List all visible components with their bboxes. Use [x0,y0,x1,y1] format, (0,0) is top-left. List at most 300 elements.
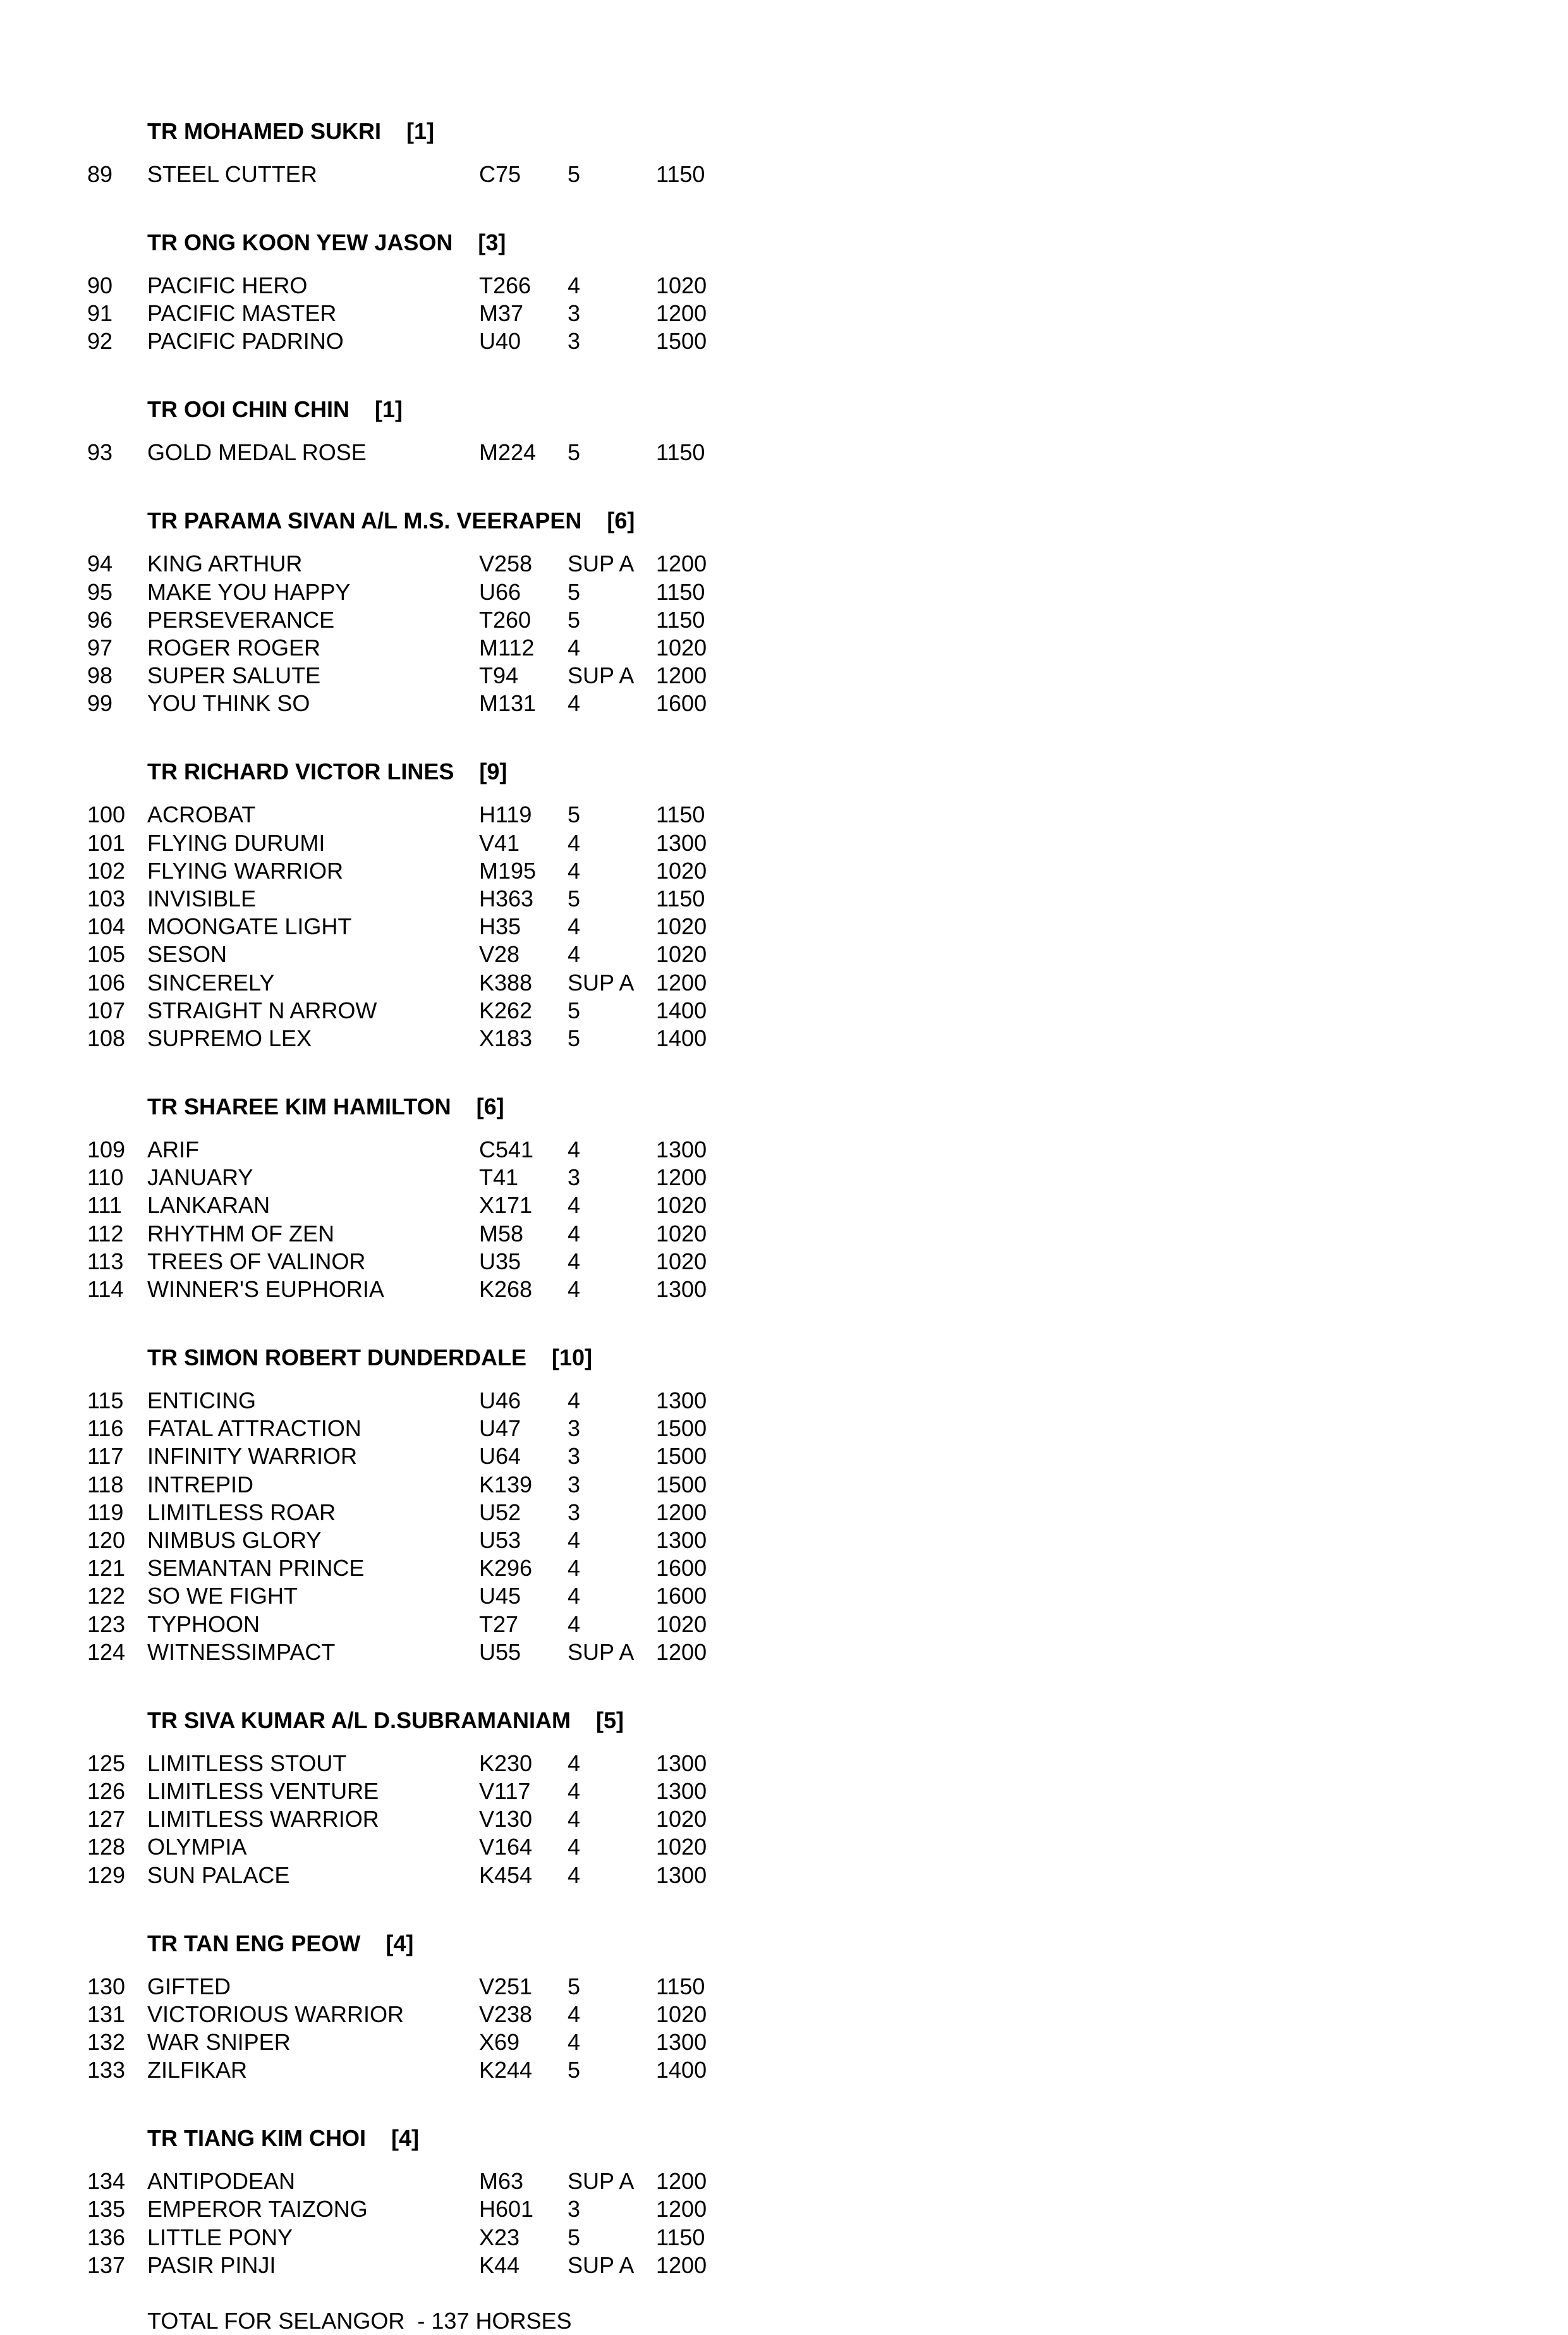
trainer-name: TR TAN ENG PEOW [147,1930,361,1956]
horse-count: [6] [607,508,635,534]
horse-row [0,2001,885,2028]
horse-class: SUP A [568,1638,635,1665]
horse-row [0,2252,885,2279]
horse-rating: 1020 [656,857,707,884]
horse-code: X23 [479,2224,520,2250]
horse-rating: 1150 [656,161,705,187]
horse-class: SUP A [568,662,635,689]
horse-row [0,2167,885,2195]
horse-rating: 1020 [656,1192,707,1219]
horse-code: V130 [479,1806,533,1832]
horse-class: 4 [568,1192,581,1219]
horse-class: 3 [568,328,581,355]
horse-row [0,578,885,606]
horse-rating: 1300 [656,1276,707,1302]
horse-number: 90 [87,272,113,298]
horse-name: SUN PALACE [147,1862,290,1888]
horse-row [0,1805,885,1833]
trainer-name: TR OOI CHIN CHIN [147,396,349,423]
horse-rating: 1200 [656,969,707,996]
horse-name: OLYMPIA [147,1834,247,1860]
horse-name: ARIF [147,1137,200,1162]
horse-code: U53 [479,1527,521,1553]
horse-row [0,662,885,690]
horse-name: LITTLE PONY [147,2224,293,2250]
horse-code: H363 [479,886,534,911]
horse-name: MOONGATE LIGHT [147,913,352,940]
horse-rating: 1020 [656,635,707,661]
horse-name: PASIR PINJI [147,2252,276,2278]
horse-name: SUPREMO LEX [147,1025,312,1051]
horse-code: V238 [479,2001,533,2027]
horse-code: K230 [479,1750,533,1776]
horse-class: 5 [568,578,581,605]
horse-number: 113 [87,1248,124,1274]
horse-number: 119 [87,1499,124,1525]
horse-name: ANTIPODEAN [147,2168,296,2195]
trainer-heading [147,1093,504,1121]
horse-name: GOLD MEDAL ROSE [147,439,367,466]
horse-code: M195 [479,857,537,884]
horse-class: 4 [568,857,581,884]
horse-name: KING ARTHUR [147,551,303,577]
horse-count: [4] [386,1930,414,1956]
horse-row [0,885,885,913]
horse-code: V258 [479,551,533,577]
horse-number: 122 [87,1583,126,1609]
horse-class: 4 [568,1834,581,1860]
horse-number: 89 [87,161,113,187]
horse-number: 104 [87,913,126,940]
horse-name: LIMITLESS VENTURE [147,1778,379,1804]
horse-row [0,1220,885,1248]
horse-name: ACROBAT [147,802,256,828]
horse-count: [3] [478,229,506,255]
horse-class: 5 [568,2224,581,2250]
trainer-name: TR SIMON ROBERT DUNDERDALE [147,1344,526,1370]
horse-rating: 1020 [656,272,707,298]
horse-name: SEMANTAN PRINCE [147,1555,365,1582]
horse-code: M63 [479,2168,524,2195]
horse-class: 4 [568,2029,581,2055]
horse-row [0,1750,885,1777]
horse-count: [5] [595,1707,624,1733]
horse-row [0,1164,885,1192]
horse-row [0,1442,885,1470]
horse-class: 4 [568,1806,581,1832]
horse-number: 117 [87,1443,124,1470]
horse-row [0,2224,885,2252]
horse-number: 116 [87,1415,124,1442]
horse-class: 5 [568,606,581,633]
horse-row [0,913,885,941]
horse-class: 4 [568,1611,581,1637]
horse-code: V117 [479,1778,531,1804]
horse-rating: 1200 [656,2196,707,2222]
horse-name: FATAL ATTRACTION [147,1415,362,1442]
horse-rating: 1020 [656,1611,707,1637]
horse-rating: 1300 [656,829,707,856]
horse-class: 5 [568,1025,581,1051]
horse-rating: 1200 [656,300,707,327]
horse-row [0,2195,885,2223]
horse-number: 103 [87,886,126,911]
horse-number: 118 [87,1471,124,1497]
horse-code: U40 [479,328,521,355]
horse-class: SUP A [568,2168,635,2195]
horse-name: PERSEVERANCE [147,606,335,633]
horse-class: 4 [568,1778,581,1804]
horse-row [0,634,885,662]
horse-row [0,1025,885,1052]
horse-count: [10] [552,1344,593,1370]
horse-rating: 1400 [656,997,707,1023]
horse-class: 4 [568,913,581,940]
horse-rating: 1500 [656,1471,707,1497]
horse-code: U64 [479,1443,521,1470]
horse-class: 4 [568,1276,581,1302]
horse-class: 5 [568,161,581,187]
horse-code: U66 [479,578,521,605]
horse-number: 126 [87,1778,126,1804]
horse-row [0,941,885,968]
horse-row [0,2028,885,2056]
horse-row [0,272,885,300]
horse-row [0,1471,885,1499]
horse-rating: 1500 [656,1443,707,1470]
horse-rating: 1150 [656,886,705,911]
horse-number: 115 [87,1387,124,1413]
horse-number: 130 [87,1973,126,1999]
horse-code: U46 [479,1387,521,1413]
horse-rating: 1020 [656,1806,707,1832]
horse-name: WAR SNIPER [147,2029,291,2055]
horse-code: K268 [479,1276,533,1302]
horse-rating: 1400 [656,1025,707,1051]
horse-rating: 1020 [656,941,707,968]
horse-number: 123 [87,1611,126,1637]
horse-number: 132 [87,2029,126,2055]
horse-rating: 1200 [656,551,707,577]
horse-class: 4 [568,1555,581,1582]
horse-row [0,1777,885,1805]
horse-code: C541 [479,1137,534,1162]
horse-number: 133 [87,2057,126,2083]
horse-row [0,439,885,466]
horse-code: V164 [479,1834,533,1860]
horse-code: X183 [479,1025,533,1051]
horse-rating: 1200 [656,662,707,689]
horse-code: K388 [479,969,533,996]
horse-rating: 1400 [656,2057,707,2083]
horse-code: M112 [479,635,535,661]
horse-class: 3 [568,1499,581,1525]
horse-class: 5 [568,1973,581,1999]
trainer-name: TR SIVA KUMAR A/L D.SUBRAMANIAM [147,1707,571,1733]
trainer-name: TR RICHARD VICTOR LINES [147,759,454,785]
horse-name: SINCERELY [147,969,275,996]
horse-code: M37 [479,300,524,327]
horse-code: U45 [479,1583,521,1609]
horse-name: LIMITLESS ROAR [147,1499,336,1525]
horse-row [0,1973,885,2001]
horse-rating: 1020 [656,913,707,940]
horse-number: 106 [87,969,126,996]
horse-rating: 1150 [656,439,705,466]
horse-name: INVISIBLE [147,886,257,911]
horse-name: FLYING DURUMI [147,829,325,856]
horse-number: 135 [87,2196,126,2222]
horse-row [0,300,885,327]
horse-name: SESON [147,941,228,968]
horse-class: 4 [568,272,581,298]
horse-rating: 1200 [656,1638,707,1665]
trainer-heading [147,1930,413,1958]
horse-rating: 1600 [656,1555,707,1582]
horse-class: SUP A [568,2252,635,2278]
horse-class: 4 [568,1527,581,1553]
horse-code: T94 [479,662,519,689]
horse-class: 4 [568,829,581,856]
horse-name: INFINITY WARRIOR [147,1443,357,1470]
horse-code: V251 [479,1973,533,1999]
horse-number: 137 [87,2252,126,2278]
horse-name: TYPHOON [147,1611,260,1637]
horse-code: T41 [479,1164,519,1191]
horse-rating: 1300 [656,1750,707,1776]
horse-name: VICTORIOUS WARRIOR [147,2001,404,2027]
horse-count: [4] [391,2125,419,2152]
horse-number: 95 [87,578,113,605]
horse-rating: 1200 [656,1164,707,1191]
horse-rating: 1020 [656,1248,707,1274]
horse-code: M58 [479,1220,524,1247]
horse-class: 3 [568,1415,581,1442]
horse-code: K296 [479,1555,533,1582]
horse-number: 127 [87,1806,126,1832]
horse-row [0,1499,885,1527]
horse-number: 93 [87,439,113,466]
horse-code: K44 [479,2252,520,2278]
horse-number: 124 [87,1638,126,1665]
horse-code: U35 [479,1248,521,1274]
horse-number: 134 [87,2168,126,2195]
horse-class: 4 [568,1862,581,1888]
horse-row [0,1387,885,1415]
horse-number: 110 [87,1164,124,1191]
horse-number: 112 [87,1220,124,1247]
horse-row [0,829,885,857]
horse-row [0,606,885,634]
horse-row [0,1638,885,1666]
horse-class: 3 [568,1443,581,1470]
trainer-heading [147,2125,419,2152]
horse-row [0,1611,885,1638]
horse-row [0,1833,885,1861]
horse-row [0,1862,885,1889]
total-line: TOTAL FOR SELANGOR - 137 HORSES [147,2307,572,2334]
horse-number: 94 [87,551,113,577]
horse-count: [1] [406,118,434,144]
trainer-heading [147,396,403,424]
horse-code: C75 [479,161,521,187]
horse-name: RHYTHM OF ZEN [147,1220,334,1247]
trainer-heading [147,507,635,535]
horse-class: SUP A [568,551,635,577]
horse-class: 5 [568,997,581,1023]
horse-number: 131 [87,2001,126,2027]
horse-class: 4 [568,1750,581,1776]
horse-row [0,801,885,829]
horse-name: ROGER ROGER [147,635,321,661]
horse-number: 96 [87,606,113,633]
horse-code: U52 [479,1499,521,1525]
trainer-name: TR TIANG KIM CHOI [147,2125,366,2152]
horse-rating: 1150 [656,606,705,633]
horse-code: T27 [479,1611,519,1637]
trainer-name: TR PARAMA SIVAN A/L M.S. VEERAPEN [147,508,582,534]
horse-name: WINNER'S EUPHORIA [147,1276,384,1302]
horse-code: K454 [479,1862,533,1888]
horse-class: SUP A [568,969,635,996]
horse-rating: 1150 [656,802,705,828]
horse-name: ZILFIKAR [147,2057,248,2083]
horse-code: X171 [479,1192,533,1219]
horse-code: K262 [479,997,533,1023]
horse-rating: 1150 [656,1973,705,1999]
horse-class: 3 [568,2196,581,2222]
horse-code: M131 [479,690,537,717]
horse-rating: 1300 [656,1137,707,1162]
horse-rating: 1300 [656,1527,707,1553]
horse-rating: 1020 [656,2001,707,2027]
horse-class: 3 [568,300,581,327]
horse-name: LIMITLESS WARRIOR [147,1806,379,1832]
horse-count: [6] [476,1094,504,1119]
horse-number: 136 [87,2224,126,2250]
horse-class: 3 [568,1164,581,1191]
trainer-heading [147,1707,624,1734]
horse-number: 107 [87,997,126,1023]
horse-name: YOU THINK SO [147,690,310,717]
horse-name: PACIFIC PADRINO [147,328,344,355]
horse-class: 4 [568,690,581,717]
horse-rating: 1200 [656,2252,707,2278]
horse-number: 98 [87,662,113,689]
horse-name: WITNESSIMPACT [147,1638,336,1665]
horse-number: 120 [87,1527,126,1553]
horse-name: LIMITLESS STOUT [147,1750,347,1776]
horse-row [0,1136,885,1164]
horse-row [0,1582,885,1610]
horse-number: 91 [87,300,113,327]
horse-row [0,1192,885,1219]
horse-row [0,1554,885,1582]
horse-rating: 1600 [656,690,707,717]
horse-code: H35 [479,913,521,940]
horse-name: SUPER SALUTE [147,662,321,689]
horse-class: 4 [568,1248,581,1274]
horse-row [0,1415,885,1442]
horse-class: 5 [568,802,581,828]
trainer-name: TR MOHAMED SUKRI [147,118,381,144]
horse-class: 4 [568,2001,581,2027]
trainer-name: TR SHAREE KIM HAMILTON [147,1094,451,1119]
horse-rating: 1020 [656,1834,707,1860]
horse-code: U47 [479,1415,521,1442]
horse-row [0,969,885,997]
horse-number: 105 [87,941,126,968]
horse-name: EMPEROR TAIZONG [147,2196,368,2222]
horse-row [0,161,885,188]
horse-name: LANKARAN [147,1192,270,1219]
horse-class: 3 [568,1471,581,1497]
trainer-heading [147,118,434,145]
horse-row [0,1248,885,1276]
horse-row [0,997,885,1025]
horse-name: TREES OF VALINOR [147,1248,366,1274]
horse-row [0,1276,885,1303]
horse-number: 108 [87,1025,126,1051]
horse-class: 4 [568,1220,581,1247]
horse-code: M224 [479,439,537,466]
horse-name: SO WE FIGHT [147,1583,298,1609]
horse-number: 128 [87,1834,126,1860]
horse-rating: 1200 [656,2168,707,2195]
horse-code: V41 [479,829,520,856]
horse-count: [1] [375,396,403,423]
trainer-heading [147,229,506,257]
horse-name: NIMBUS GLORY [147,1527,322,1553]
horse-name: STEEL CUTTER [147,161,317,187]
horse-row [0,857,885,885]
horse-number: 101 [87,829,126,856]
horse-row [0,690,885,717]
horse-rating: 1150 [656,578,705,605]
horse-class: 5 [568,2057,581,2083]
horse-number: 100 [87,802,126,828]
horse-number: 129 [87,1862,126,1888]
horse-row [0,1527,885,1554]
horse-count: [9] [479,759,507,785]
horse-code: K139 [479,1471,533,1497]
horse-number: 102 [87,857,126,884]
horse-number: 109 [87,1137,126,1162]
horse-row [0,550,885,578]
horse-rating: 1300 [656,1862,707,1888]
horse-name: PACIFIC MASTER [147,300,337,327]
horse-number: 99 [87,690,113,717]
horse-rating: 1600 [656,1583,707,1609]
horse-name: GIFTED [147,1973,231,1999]
horse-class: 5 [568,439,581,466]
horse-rating: 1500 [656,1415,707,1442]
horse-rating: 1300 [656,1778,707,1804]
horse-number: 92 [87,328,113,355]
horse-code: X69 [479,2029,520,2055]
trainer-heading [147,758,507,786]
horse-number: 97 [87,635,113,661]
horse-name: INTREPID [147,1471,254,1497]
horse-code: H601 [479,2196,534,2222]
horse-rating: 1150 [656,2224,705,2250]
horse-row [0,2056,885,2084]
horse-number: 121 [87,1555,126,1582]
horse-rating: 1500 [656,328,707,355]
horse-rating: 1200 [656,1499,707,1525]
trainer-name: TR ONG KOON YEW JASON [147,229,453,255]
horse-class: 4 [568,1583,581,1609]
